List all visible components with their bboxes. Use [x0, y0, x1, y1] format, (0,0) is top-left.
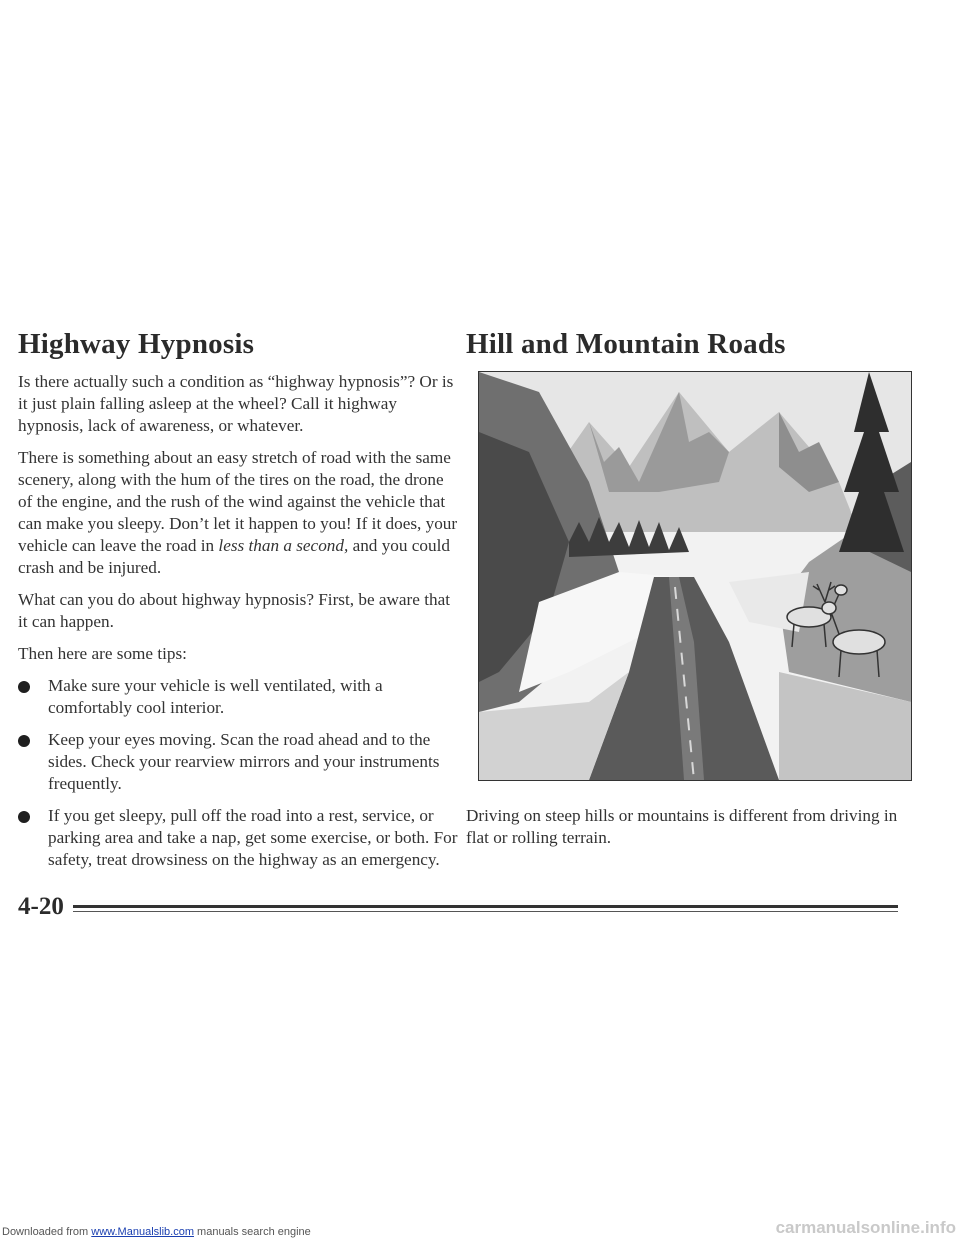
page-footer: [18, 893, 898, 933]
manualslib-link[interactable]: www.Manualslib.com: [91, 1226, 194, 1238]
paragraph-question: What can you do about highway hypnosis? First, be aware that it can happen.: [18, 590, 450, 631]
list-item: [18, 675, 458, 719]
list-item: [18, 729, 458, 795]
mountain-road-illustration: [478, 371, 912, 781]
paragraph-intro: Is there actually such a condition as “highway hypnosis”? Or is it just plain falling asleep at the wheel? Call it highway hypnosis, lack of awareness, or whatever.: [18, 372, 454, 435]
right-column: [466, 328, 906, 859]
mountain-road-drawing: [479, 372, 911, 780]
paragraph-description: [18, 447, 458, 579]
section-heading-highway-hypnosis: Highway Hypnosis: [18, 328, 255, 360]
bullet-icon: [18, 681, 30, 693]
list-item: [18, 805, 458, 871]
paragraph-description-text: There is something about an easy stretch of road with the same scenery, along with the hum of the tires on the road, the drone of the engine, and the rush of the wind against the vehicle that can make you sleepy. Don’t let it happen to you! If it does, your vehicle can leave the road in: [18, 448, 458, 555]
left-column: [18, 328, 458, 881]
download-suffix: manuals search engine: [193, 1226, 311, 1238]
paragraph-mountain-driving: Driving on steep hills or mountains is different from driving in flat or rolling terrain.: [466, 806, 898, 847]
section-heading-hill-and-mountain-roads: Hill and Mountain Roads: [466, 328, 786, 360]
page-number: 4-20: [18, 893, 64, 920]
site-watermark: carmanualsonline.info: [775, 1218, 956, 1237]
list-item-text: Keep your eyes moving. Scan the road ahead and to the sides. Check your rearview mirrors and your instruments frequently.: [48, 730, 440, 793]
footer-rule-thick: [73, 905, 898, 908]
footer-rule-thin: [73, 911, 898, 912]
list-item-text: If you get sleepy, pull off the road into a rest, service, or parking area and take a nap, get some exercise, or both. For safety, treat drowsiness on the highway as an emergency.: [48, 806, 458, 869]
download-notice: [2, 1226, 311, 1238]
bullet-icon: [18, 811, 30, 823]
emphasis-less-than-a-second: less than a second,: [218, 536, 349, 555]
bullet-icon: [18, 735, 30, 747]
paragraph-tips-intro: Then here are some tips:: [18, 644, 187, 663]
list-item-text: Make sure your vehicle is well ventilated, with a comfortably cool interior.: [48, 676, 383, 717]
paragraph-description-end: and you could crash and be injured.: [18, 536, 450, 577]
download-prefix: Downloaded from: [2, 1226, 92, 1238]
tips-list: [18, 675, 458, 871]
